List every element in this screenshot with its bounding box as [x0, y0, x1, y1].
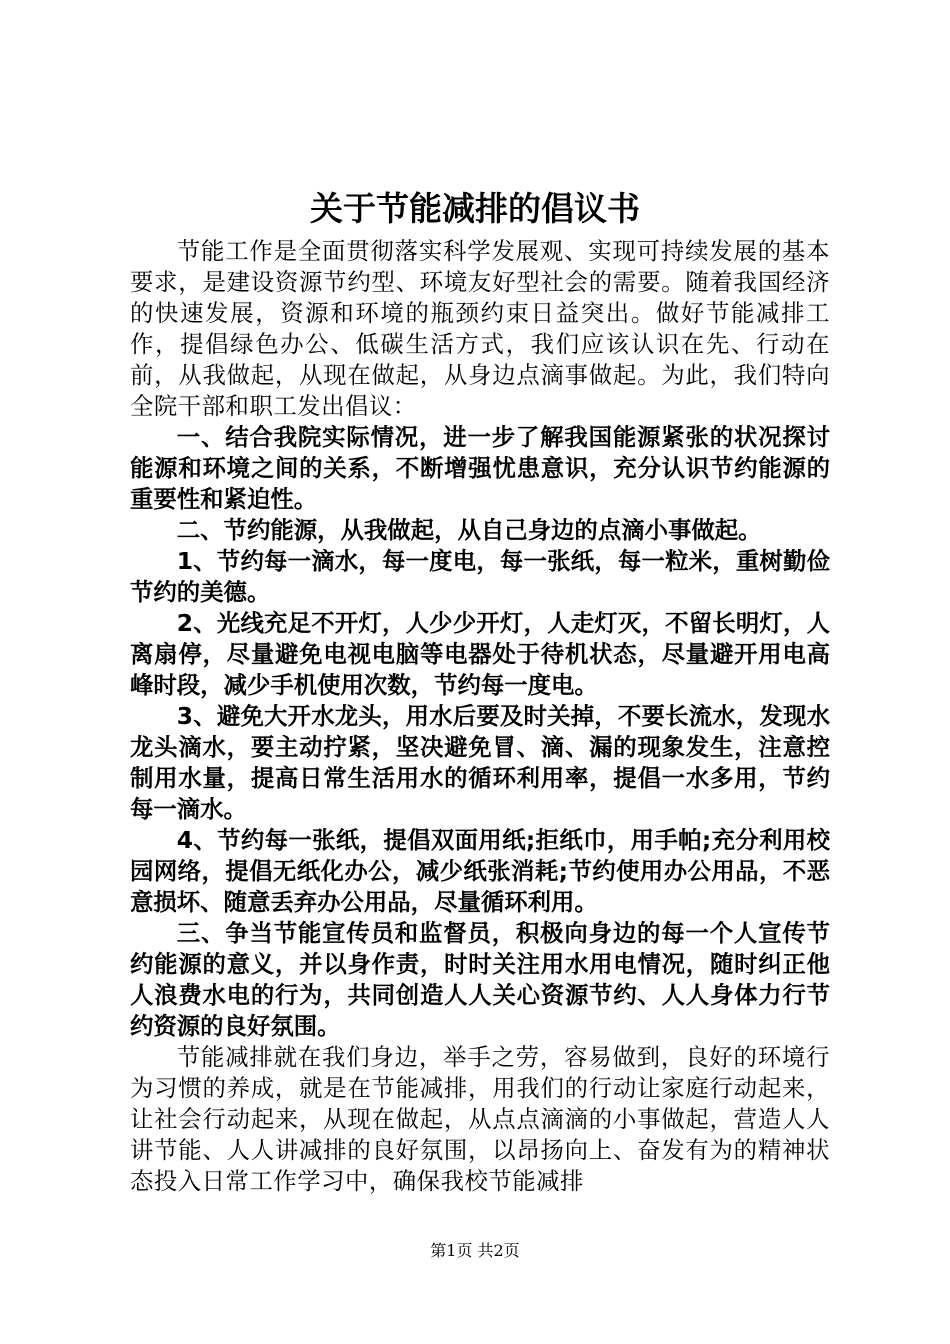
item-two-paragraph: 2、光线充足不开灯，人少少开灯，人走灯灭，不留长明灯，人离扇停，尽量避免电视电脑等电器处于待机状态，尽量避开用电高峰时段，减少手机使用次数，节约每一度电。 [130, 609, 830, 699]
item-four-paragraph: 4、节约每一张纸，提倡双面用纸;拒纸巾，用手帕;充分利用校园网络，提倡无纸化办公，减少纸张消耗;节约使用办公用品，不恶意损坏、随意丢弃办公用品，尽量循环利用。 [130, 826, 830, 916]
document-title: 关于节能减排的倡议书 [310, 189, 640, 228]
document-body [130, 236, 830, 1197]
item-one-paragraph: 1、节约每一滴水，每一度电，每一张纸，每一粒米，重树勤俭节约的美德。 [130, 547, 830, 606]
closing-paragraph: 节能减排就在我们身边，举手之劳，容易做到，良好的环境行为习惯的养成，就是在节能减排，用我们的行动让家庭行动起来，让社会行动起来，从现在做起，从点点滴滴的小事做起，营造人人讲节能、人人讲减排的良好氛围，以昂扬向上、奋发有为的精神状态投入日常工作学习中，确保我校节能减排 [130, 1043, 830, 1195]
intro-paragraph: 节能工作是全面贯彻落实科学发展观、实现可持续发展的基本要求，是建设资源节约型、环境友好型社会的需要。随着我国经济的快速发展，资源和环境的瓶颈约束日益突出。做好节能减排工作，提倡绿色办公、低碳生活方式，我们应该认识在先、行动在前，从我做起，从现在做起，从身边点滴事做起。为此，我们特向全院干部和职工发出倡议： [130, 237, 830, 420]
page-number-footer: 第1页 共2页 [430, 1241, 520, 1260]
item-three-paragraph: 3、避免大开水龙头，用水后要及时关掉，不要长流水，发现水龙头滴水，要主动拧紧，坚决避免冒、滴、漏的现象发生，注意控制用水量，提高日常生活用水的循环利用率，提倡一水多用，节约每一滴水。 [130, 702, 830, 823]
proposal-one-paragraph: 一、结合我院实际情况，进一步了解我国能源紧张的状况探讨能源和环境之间的关系，不断增强忧患意识，充分认识节约能源的重要性和紧迫性。 [130, 423, 830, 513]
proposal-two-paragraph: 二、节约能源，从我做起，从自己身边的点滴小事做起。 [176, 516, 762, 544]
proposal-three-paragraph: 三、争当节能宣传员和监督员，积极向身边的每一个人宣传节约能源的意义，并以身作责，时时关注用水用电情况，随时纠正他人浪费水电的行为，共同创造人人关心资源节约、人人身体力行节约资源的良好氛围。 [130, 919, 830, 1040]
